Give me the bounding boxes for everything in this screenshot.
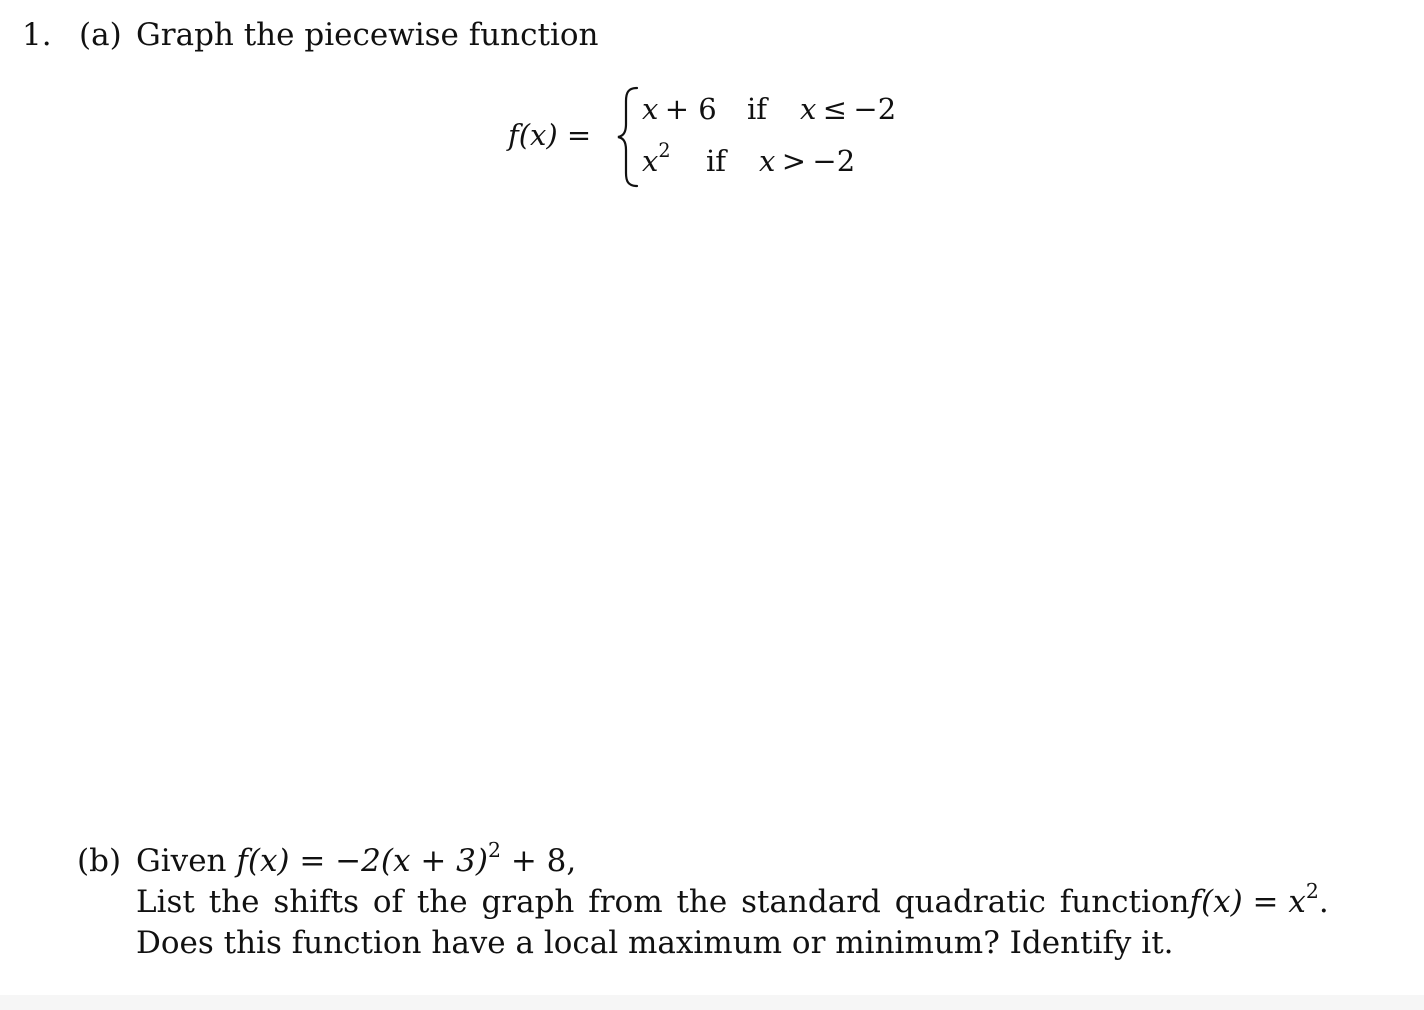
part-b-line-2-end: . [1318, 884, 1329, 920]
case-2-cond-val: −2 [812, 144, 856, 178]
part-b-given-function: f(x) = −2(x + 3) [236, 843, 488, 879]
case-1-condition [800, 92, 897, 126]
left-brace-icon [617, 86, 639, 188]
case-2-if: if [706, 144, 727, 178]
part-b-line-3: Does this function have a local maximum or minimum? Identify it. [136, 925, 1174, 961]
part-b-label: (b) [77, 843, 122, 879]
case-1-cond-val: −2 [853, 92, 897, 126]
case-1-var: x [642, 92, 659, 126]
part-b-given-tail: + 8, [501, 843, 577, 879]
part-b-line-2 [136, 878, 1329, 920]
part-b-given-word: Given [136, 843, 227, 879]
case-2-expression [642, 139, 671, 178]
case-2-condition [759, 144, 856, 178]
function-lhs: f(x) = [508, 118, 592, 152]
case-2-cond-op: > [781, 144, 807, 178]
bottom-divider [0, 995, 1424, 1010]
case-1-expression [642, 92, 723, 126]
part-b-standard-function: f(x) = x [1189, 884, 1306, 920]
case-2-var: x [642, 144, 659, 178]
part-b-given-exponent: 2 [487, 837, 501, 862]
problem-number: 1. [22, 17, 52, 53]
case-1-rest: + 6 [664, 92, 717, 126]
case-1-cond-var: x [800, 92, 817, 126]
part-b-standard-exponent: 2 [1305, 878, 1319, 903]
part-b-line-1 [136, 837, 577, 879]
case-1-cond-op: ≤ [822, 92, 848, 126]
part-b-line-2-math [1189, 878, 1329, 920]
part-b-line-2-text: List the shifts of the graph from the standard quadratic function [136, 884, 1190, 920]
case-2-exponent: 2 [658, 139, 671, 163]
part-a-instruction: Graph the piecewise function [136, 17, 599, 53]
part-a-label: (a) [79, 17, 122, 53]
case-1-if: if [747, 92, 768, 126]
case-2-cond-var: x [759, 144, 776, 178]
